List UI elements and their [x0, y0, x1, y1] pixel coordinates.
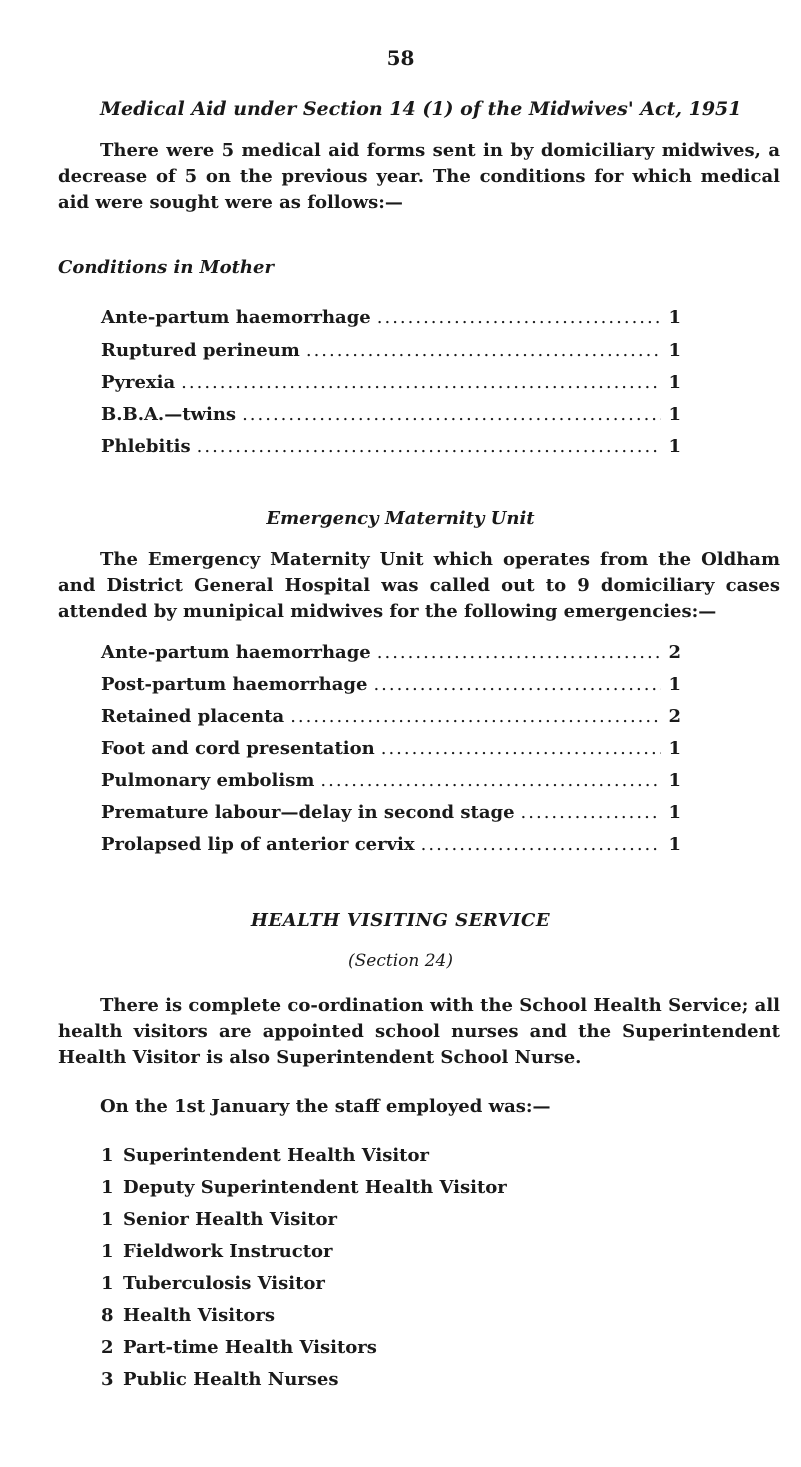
list-item — [101, 770, 681, 796]
emergency-intro — [58, 547, 780, 625]
item-label: Post-partum haemorrhage — [101, 674, 368, 695]
item-label: Prolapsed lip of anterior cervix — [101, 834, 415, 855]
dot-leader — [377, 642, 661, 663]
list-item — [101, 834, 681, 860]
item-value: 1 — [668, 738, 681, 759]
list-item — [101, 674, 681, 700]
staff-count: 3 — [101, 1369, 114, 1390]
staff-count: 1 — [101, 1273, 114, 1294]
list-item — [101, 1177, 507, 1198]
list-item — [101, 1209, 337, 1230]
staff-count: 2 — [101, 1337, 114, 1358]
item-label: Pulmonary embolism — [101, 770, 315, 791]
staff-count: 8 — [101, 1305, 114, 1326]
item-label: Premature labour—delay in second stage — [101, 802, 515, 823]
staff-role: Deputy Superintendent Health Visitor — [123, 1177, 507, 1198]
item-label: Foot and cord presentation — [101, 738, 375, 759]
item-value: 1 — [668, 404, 681, 425]
list-item — [101, 436, 681, 462]
list-item — [101, 642, 681, 668]
staff-role: Tuberculosis Visitor — [123, 1273, 325, 1294]
dot-leader — [306, 340, 661, 361]
dot-leader — [381, 738, 661, 759]
item-value: 2 — [668, 706, 681, 727]
list-item — [101, 1145, 429, 1166]
list-item — [101, 738, 681, 764]
item-label: Pyrexia — [101, 372, 176, 393]
item-label: Ruptured perineum — [101, 340, 300, 361]
list-item — [101, 1273, 325, 1294]
list-item — [101, 1337, 377, 1358]
list-item — [101, 307, 681, 333]
item-value: 1 — [668, 834, 681, 855]
staff-role: Superintendent Health Visitor — [123, 1145, 429, 1166]
dot-leader — [290, 706, 661, 727]
dot-leader — [320, 770, 661, 791]
item-value: 1 — [668, 372, 681, 393]
staff-role: Fieldwork Instructor — [123, 1241, 333, 1262]
item-label: Ante-partum haemorrhage — [101, 307, 371, 328]
section-title-medical-aid: Medical Aid under Section 14 (1) of the Midwives' Act, 1951 — [100, 98, 742, 120]
item-label: Phlebitis — [101, 436, 191, 457]
list-item — [101, 802, 681, 828]
emergency-intro-text: The Emergency Maternity Unit which operates from the Oldham and District General Hospital was called out to 9 domiciliary cases attended by munipical midwives for the following emergencies:— — [58, 549, 780, 622]
medical-aid-intro-text: There were 5 medical aid forms sent in by domiciliary midwives, a decrease of 5 on the previous year. The conditions for which medical aid were sought were as follows:— — [58, 140, 780, 213]
section-subtitle: (Section 24) — [348, 951, 453, 971]
section-title-emergency-unit: Emergency Maternity Unit — [266, 508, 535, 529]
item-label: Ante-partum haemorrhage — [101, 642, 371, 663]
dot-leader — [373, 674, 661, 695]
dot-leader — [377, 307, 661, 328]
staff-count: 1 — [101, 1209, 114, 1230]
item-value: 1 — [668, 674, 681, 695]
list-item — [101, 340, 681, 366]
item-value: 1 — [668, 436, 681, 457]
health-visiting-para-text: There is complete co-ordination with the School Health Service; all health visitors are appointed school nurses and the Superintendent Health Visitor is also Superintendent School Nurse. — [58, 995, 780, 1068]
staff-intro-text: On the 1st January the staff employed was:— — [100, 1096, 551, 1117]
page-number: 58 — [386, 46, 415, 70]
staff-count: 1 — [101, 1241, 114, 1262]
conditions-subheading: Conditions in Mother — [58, 257, 274, 278]
staff-role: Senior Health Visitor — [123, 1209, 338, 1230]
item-label: B.B.A.—twins — [101, 404, 237, 425]
staff-role: Part-time Health Visitors — [123, 1337, 377, 1358]
dot-leader — [521, 802, 661, 823]
dot-leader — [421, 834, 661, 855]
staff-role: Health Visitors — [123, 1305, 276, 1326]
staff-role: Public Health Nurses — [123, 1369, 339, 1390]
item-value: 1 — [668, 307, 681, 328]
item-value: 1 — [668, 340, 681, 361]
list-item — [101, 1305, 275, 1326]
dot-leader — [242, 404, 661, 425]
staff-count: 1 — [101, 1177, 114, 1198]
staff-intro — [58, 1094, 780, 1120]
health-visiting-para — [58, 993, 780, 1071]
item-label: Retained placenta — [101, 706, 285, 727]
list-item — [101, 404, 681, 430]
dot-leader — [181, 372, 661, 393]
staff-count: 1 — [101, 1145, 114, 1166]
list-item — [101, 1241, 333, 1262]
item-value: 1 — [668, 770, 681, 791]
section-title-health-visiting: HEALTH VISITING SERVICE — [250, 910, 551, 931]
dot-leader — [197, 436, 661, 457]
list-item — [101, 706, 681, 732]
item-value: 2 — [668, 642, 681, 663]
medical-aid-intro — [58, 138, 780, 216]
list-item — [101, 1369, 338, 1390]
item-value: 1 — [668, 802, 681, 823]
list-item — [101, 372, 681, 398]
